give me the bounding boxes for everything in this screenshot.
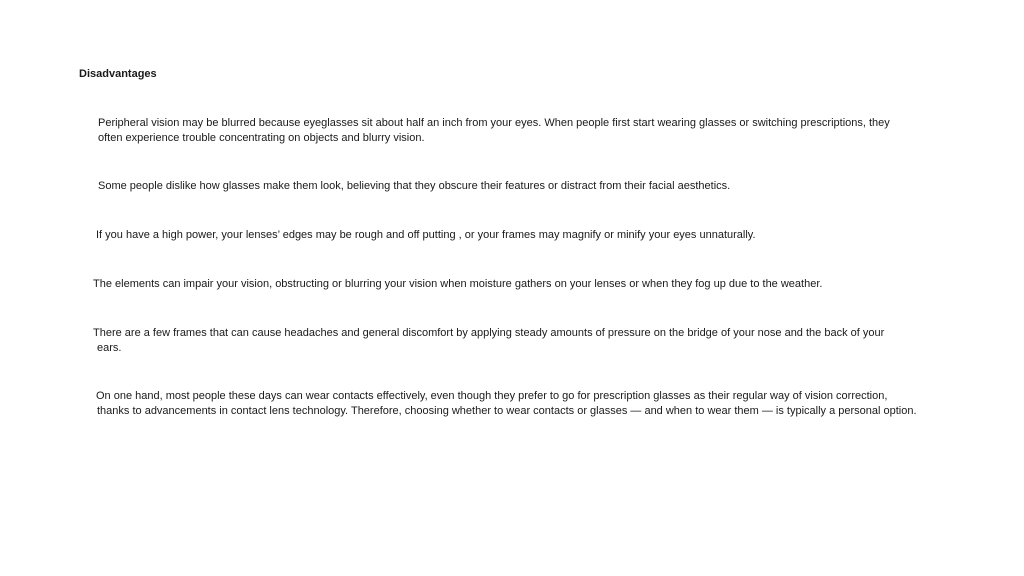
paragraph-appearance [94, 179, 954, 194]
paragraph-continuation: ears. [97, 341, 122, 354]
paragraph-peripheral-vision [94, 116, 954, 145]
paragraph-continuation: thanks to advancements in contact lens technology. Therefore, choosing whether to wear contacts or glasses — and when to wear them — is typically a personal option. [97, 404, 917, 417]
paragraph-line: Peripheral vision may be blurred because eyeglasses sit about half an inch from your eyes. When people first start wearing glasses or switching prescriptions, they [98, 117, 890, 129]
paragraph-line: The elements can impair your vision, obstructing or blurring your vision when moisture gathers on your lenses or when they fog up due to the weather. [93, 278, 823, 290]
paragraph-line: If you have a high power, your lenses’ edges may be rough and off putting , or your frames may magnify or minify your eyes unnaturally. [96, 229, 756, 241]
paragraph-contacts-option [93, 389, 953, 418]
paragraph-weather-elements [93, 277, 953, 292]
paragraph-continuation: often experience trouble concentrating on objects and blurry vision. [98, 131, 425, 144]
slide-title: Disadvantages [79, 68, 157, 80]
paragraph-high-power-lenses [94, 228, 954, 243]
paragraph-line: On one hand, most people these days can wear contacts effectively, even though they prefer to go for prescription glasses as their regular way of vision correction, [96, 390, 888, 402]
paragraph-line: There are a few frames that can cause headaches and general discomfort by applying steady amounts of pressure on the bridge of your nose and the back of your [93, 327, 885, 339]
paragraph-frame-pressure [93, 326, 953, 355]
paragraph-line: Some people dislike how glasses make them look, believing that they obscure their features or distract from their facial aesthetics. [98, 180, 731, 192]
